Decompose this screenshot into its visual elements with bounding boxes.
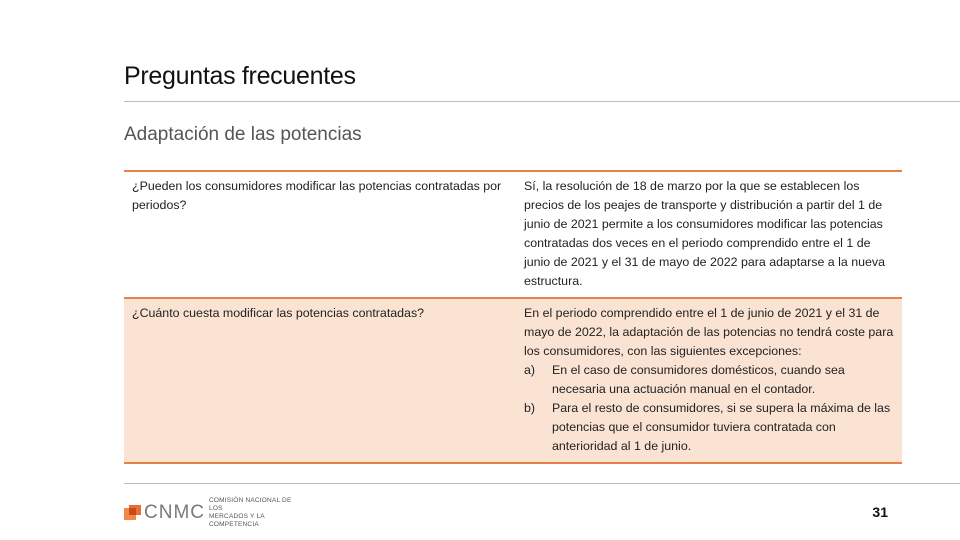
logo-wordmark: CNMC: [144, 502, 205, 523]
faq-question: ¿Cuánto cuesta modificar las potencias contratadas?: [124, 298, 512, 463]
logo-subtext: [209, 497, 304, 529]
cnmc-logo-icon: [124, 504, 142, 522]
faq-answer: Sí, la resolución de 18 de marzo por la que se establecen los precios de los peajes de transporte y distribución a partir del 1 de junio de 2021 permite a los consumidores modificar las potencias contratadas dos veces en el periodo comprendido entre el 1 de junio de 2021 y el 31 de mayo de 2022 para adaptarse a la nueva estructura.: [512, 171, 902, 298]
exception-marker: a): [524, 363, 536, 377]
exceptions-list: [524, 361, 894, 456]
exception-text: Para el resto de consumidores, si se supera la máxima de las potencias que el consumidor tuviera contratada con anterioridad al 1 de junio.: [552, 401, 891, 453]
exception-item: [524, 361, 894, 399]
faq-question: ¿Pueden los consumidores modificar las potencias contratadas por periodos?: [124, 171, 512, 298]
exception-item: [524, 399, 894, 456]
exception-text: En el caso de consumidores domésticos, cuando sea necesaria una actuación manual en el contador.: [552, 363, 845, 396]
title-divider: [124, 101, 960, 102]
exception-marker: b): [524, 401, 536, 415]
faq-answer-cell: [512, 298, 902, 463]
faq-answer: En el periodo comprendido entre el 1 de junio de 2021 y el 31 de mayo de 2022, la adaptación de las potencias no tendrá coste para los consumidores, con las siguientes excepciones:: [524, 306, 894, 358]
logo-line-1: COMISIÓN NACIONAL DE LOS: [209, 497, 292, 512]
logo-line-2: MERCADOS Y LA COMPETENCIA: [209, 513, 265, 528]
page-number: 31: [872, 504, 888, 520]
faq-row: [124, 171, 902, 298]
footer-divider: [124, 483, 960, 484]
slide-title: Preguntas frecuentes: [124, 62, 356, 90]
faq-row: [124, 298, 902, 463]
cnmc-logo: [124, 497, 304, 528]
faq-table: [124, 170, 902, 464]
section-subtitle: Adaptación de las potencias: [124, 124, 362, 145]
